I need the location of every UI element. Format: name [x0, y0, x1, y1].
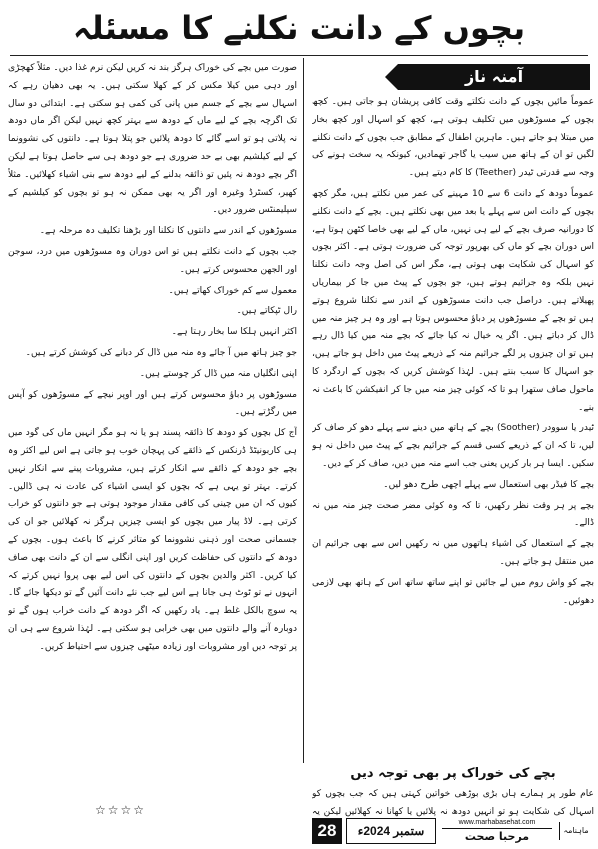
bullet-item: جو چیز ہاتھ میں آ جائے وہ منہ میں ڈال کر دبانے کی کوشش کرتے ہیں۔: [25, 347, 297, 358]
paragraph: عموماً مائیں بچوں کے دانت نکلتے وقت کافی پریشان ہو جاتی ہیں۔ کچھ بچوں کے مسوڑھوں میں تکلیف ہوتی ہے، کچھ کو اسہال اور کچھ بخار میں مبتلا ہو جاتے ہیں۔ ماہرین اطفال کے مطابق جب بچوں کے دانت نکلنے لگیں تو ان کے ہاتھ میں سیب یا گاجر تھمادیں، کیونکہ یہ سخت ہونے کی وجہ سے قدرتی ٹیدر (Teether) کا کام دیتے ہیں۔: [312, 97, 594, 179]
bullet-item: مسوڑھوں پر دباؤ محسوس کرتے ہیں اور اوپر نیچے کے مسوڑھوں کو آپس میں رگڑتے ہیں۔: [8, 389, 297, 418]
author-name-banner: آمنہ ناز: [398, 64, 590, 90]
paragraph: ٹیدر یا سوودر (Soother) بچے کے ہاتھ میں دینے سے پہلے دھو کر صاف کر لیں، تا کہ ان کے ذریعے کسی قسم کے جراثیم بچے کے پیٹ میں داخل نہ ہو سکیں۔ ایسا ہر بار کریں یعنی جب اسے منہ میں دیں، صاف کر کے دیں۔: [312, 423, 594, 469]
bullet-item: بچے کو واش روم میں لے جائیں تو اپنے ساتھ ساتھ اس کے ہاتھ بھی لازمی دھوئیں۔: [312, 577, 594, 606]
bullet-item: مسوڑھوں کے اندر سے دانتوں کا نکلنا اور بڑھنا تکلیف دہ مرحلہ ہے۔: [39, 226, 297, 237]
bullet-item: بچے کا فیڈر بھی استعمال سے پہلے اچھی طرح دھو لیں۔: [383, 479, 594, 490]
section-subheading: بچے کی خوراک پر بھی توجہ دیں: [350, 766, 556, 781]
publication-frequency: ماہنامہ: [559, 822, 592, 840]
article-title: بچوں کے دانت نکلنے کا مسئلہ: [72, 9, 526, 47]
bullet-item: معمول سے کم خوراک کھاتے ہیں۔: [168, 285, 297, 296]
end-of-article-stars: ☆☆☆☆: [95, 803, 147, 817]
paragraph: آج کل بچوں کو دودھ کا ذائقہ پسند ہو یا نہ ہو مگر انہیں ماں کی گود میں ہی کاربونیٹڈ ڈرنکس کے ذائقے کی پہچان خوب ہو جاتی ہے اس لیے اکثر وہ بچے جو دودھ کے ذائقے سے انکار کرتے ہیں، مشروبات پینے سے انکار نہیں کرتے۔ بہتر تو یہی ہے کہ بچوں کو ایسی اشیاء کی عادت نہ ہی ڈالیں۔ کیوں کہ ان میں چینی کی کافی مقدار موجود ہوتی ہے جو دانتوں کو خراب کرتی ہے۔ لاڈ پیار میں بچوں کو ایسی چیزیں ہرگز نہ کھلائیں جو ان کی جسمانی صحت اور ذہنی نشوونما کو متاثر کرنے کا باعث ہوں۔ بچوں کے دودھ کے دانتوں کی حفاظت کریں اور اپنی انگلی سے ان کے دانت بھی صاف کیا کریں۔ اکثر والدین بچوں کے دانتوں کی اس لیے بھی پروا نہیں کرتے کہ انہوں نے تو ٹوٹ ہی جانا ہے اس لیے جب نئے دانت آئیں گے تو دیکھا جائے گا۔ یہ سوچ بالکل غلط ہے۔ یاد رکھیں کہ اگر دودھ کے دانت خراب ہوں گے تو دوبارہ آنے والے دانتوں میں بھی خرابی ہو سکتی ہے۔ لہٰذا شروع سے ہی ان پر توجہ دیں اور مشروبات اور زیادہ میٹھی چیزوں سے احتیاط کریں۔: [8, 428, 297, 652]
left-column: [8, 60, 297, 764]
bullet-item: بچے کے استعمال کی اشیاء ہاتھوں میں نہ رکھیں اس سے بھی جراثیم ان میں منتقل ہو جاتے ہیں۔: [312, 539, 594, 567]
magazine-name: مرحبا صحت: [442, 828, 552, 845]
column-divider: [303, 58, 304, 763]
bullet-item: اپنی انگلیاں منہ میں ڈال کر چوستے ہیں۔: [139, 368, 297, 379]
page-footer: [312, 818, 592, 844]
paragraph: عموماً دودھ کے دانت 6 سے 10 مہینے کی عمر میں نکلتے ہیں، مگر کچھ بچوں کے دانت اس سے پہلے یا بعد میں بھی نکلتے ہیں۔ بچے کے دانت نکلنے کا دورانیہ صرف بچے کے لیے ہی نہیں، ماں کے لیے بھی خاصا کٹھن ہوتا ہے، اس دوران بچے کو ماں کی بھرپور توجہ کی ضرورت ہوتی ہے۔ اکثر بچوں کو اسہال کی شکایت بھی ہوتی ہے، مگر اس کی اصل وجہ دانت نکلنا نہیں بلکہ وہ جراثیم ہوتے ہیں، جو بچوں کے پیٹ میں جا کر بیماریاں پھیلاتے ہیں۔ دراصل جب دانت مسوڑھوں کے اندر سے نکلنا شروع ہوتے ہیں تو بچے کے مسوڑھوں پر دباؤ محسوس ہوتا ہے اور وہ ہر چیز منہ میں ڈال کر دباتے ہیں۔ اگر یہ خیال نہ کیا جائے کہ بچے منہ میں کیا ڈال رہے ہیں تو ان چیزوں پر لگے جراثیم منہ کے ذریعے پیٹ میں داخل ہو جاتے ہیں، جو اسہال کا سبب بنتے ہیں۔ لہٰذا کوشش کریں کہ بچوں کے اردگرد کا ماحول صاف ستھرا ہو تا کہ کوئی چیز منہ میں جا کر انفیکشن کا باعث نہ بنے۔: [312, 188, 594, 413]
website-url: www.marhabasehat.com: [458, 819, 536, 826]
bullet-item: جب بچوں کے دانت نکلتے ہیں تو اس دوران وہ مسوڑھوں میں درد، سوجن اور الجھن محسوس کرتے ہیں۔: [8, 246, 297, 275]
bullet-item: اکثر انہیں ہلکا سا بخار رہتا ہے۔: [171, 327, 297, 338]
right-column: [312, 94, 594, 754]
title-divider: [10, 55, 588, 56]
paragraph: صورت میں بچے کی خوراک ہرگز بند نہ کریں لیکن نرم غذا دیں۔ مثلاً کھچڑی اور دہی میں کیلا مکس کر کے کھلا سکتی ہیں۔ یہ بھی دھیان رہے کہ اسہال سے بچے کے جسم میں پانی کی کمی ہو سکتی ہے۔ ابتدائی دو سال تک اگرچہ بچے کے لیے ماں کے دودھ سے بہتر کچھ نہیں لیکن اگر ماں دودھ نہ پلاتی ہو تو اسے گائے کا دودھ پلائیں جو پتلا ہوتا ہے۔ دانتوں کی نشوونما کے لیے کیلشیم بھی بے حد ضروری ہے جو دودھ ہی سے حاصل ہوتا ہے لیکن اگر بچے دودھ نہ پئیں تو ذائقہ بدلنے کے لیے دودھ سے بنی اشیاء کھلائیں۔ مثلاً کھیر، کسٹرڈ وغیرہ اور اگر یہ بھی ممکن نہ ہو تو بچوں کو کیلشیم کے سپلیمنٹس ضرور دیں۔: [8, 63, 297, 216]
page-number: 28: [312, 818, 342, 844]
paragraph: عام طور پر ہمارے ہاں بڑی بوڑھی خواتین کہتی ہیں کہ جب بچوں کو اسہال کی شکایت ہو تو انہیں دودھ نہ پلائیں یا کھانا نہ کھلائیں لیکن یہ: [312, 789, 594, 817]
bullet-item: رال ٹپکاتے ہیں۔: [236, 306, 297, 317]
bullet-item: بچے پر ہر وقت نظر رکھیں، تا کہ وہ کوئی مضر صحت چیز منہ میں نہ ڈالے۔: [312, 500, 594, 529]
issue-date: ستمبر 2024ء: [346, 818, 436, 844]
